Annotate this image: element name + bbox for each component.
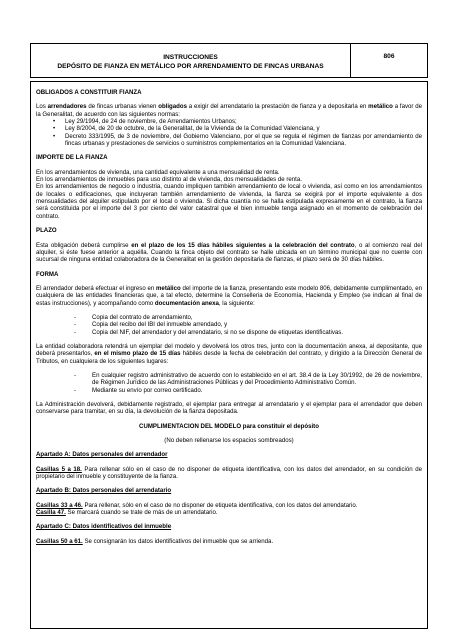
title-line-2: DEPÓSITO DE FIANZA EN METÁLICO POR ARRENDAMIENTO DE FINCAS URBANAS (57, 63, 324, 70)
text-run-bold: arrendadores (47, 103, 87, 111)
section-title-obligados: OBLIGADOS A CONSTITUIR FIANZA (36, 89, 142, 96)
section-title-plazo: PLAZO (36, 227, 57, 235)
apartado-a-title: Apartado A: Datos personales del arrendador (36, 451, 168, 459)
text-run: La entidad colaboradora retendrá un ejemplar del modelo y devolverá los otros tres, junto con la documentación anexa, al depositante, que deberá presentarlos, (36, 342, 422, 358)
apartado-b-text-1 (36, 502, 422, 509)
field-ref: Casillas 33 a 46. (36, 501, 83, 509)
section-title-cumplimentacion: CUMPLIMENTACION DEL MODELO para constituir el depósito (139, 422, 319, 430)
importe-line-2: En los arrendamientos de inmuebles para uso distinto al de vivienda, dos mensualidades de renta. (36, 176, 302, 184)
text-run: del importe de la fianza, presentando este modelo 806, debidamente cumplimentado, en cualquiera de las entidades financieras que, a tal efecto, determine la Conselleria de Economía, Hacienda y Empleo (se indican al final de estas instrucciones), y acompañando como (36, 284, 422, 307)
section-title-forma: FORMA (36, 270, 59, 278)
text-run: Esta obligación deberá cumplirse (36, 241, 132, 249)
submission-place-item: - Mediante su envío por correo certificado. (74, 387, 422, 394)
header-box (30, 43, 428, 78)
annex-doc-item: - Copia del recibo del IBI del inmueble arrendado, y (74, 321, 422, 328)
section-title-importe: IMPORTE DE LA FIANZA (36, 154, 108, 162)
annex-doc-item: - Copia del contrato de arrendamiento, (74, 314, 422, 321)
text-run: , o al comienzo real del alquiler, si éste fuese anterior a aquélla. Cuando la finca objeto del contrato se halle ubicada en un término municipal que no cuente con sucursal de ninguna entidad colaboradora de la Generalitat en la gestión depositaria de fianzas, el plazo será de 30 días hábiles. (36, 241, 422, 264)
document-title (31, 44, 351, 77)
text-run: Para rellenar, sólo en el caso de no disponer de etiqueta identificativa, con los datos del arrendatario. (82, 501, 358, 509)
norm-item: • Ley 8/2004, de 20 de octubre, de la Generalitat, de la Vivienda de la Comunidad Valenciana, y (53, 125, 422, 132)
document-page (30, 43, 428, 629)
text-run-bold: metálico (156, 284, 181, 292)
text-run: hábiles desde la fecha de celebración del contrato, y dirigido a la Dirección General de Tributos, en cualquiera de los siguientes lugares: (36, 350, 423, 365)
annex-docs-list (36, 314, 422, 336)
text-run-bold: en el mismo plazo de 15 días (94, 350, 181, 358)
submission-places-list (36, 372, 422, 394)
text-run: Los (36, 103, 48, 111)
annex-doc-item: - Copia del NIF, del arrendador y del arrendatario, si no se dispone de etiquetas identificativas. (74, 329, 422, 336)
text-run: El arrendador deberá efectuar el ingreso en (36, 284, 157, 292)
apartado-c-text (36, 538, 422, 545)
text-run-bold: documentación anexa (154, 299, 219, 307)
paragraph-forma-3: La Administración devolverá, debidamente registrado, el ejemplar para entregar al arrendatario y el ejemplar para el arrendador que deben conservarse para tramitar, en su día, la devolución de la fianza depositada. (36, 401, 422, 416)
apartado-a-text (36, 466, 422, 481)
apartado-b-text-2 (36, 509, 422, 516)
paragraph-forma-1 (36, 285, 422, 307)
importe-line-3: En los arrendamientos de negocio o industria, cuando impliquen también arrendamiento de local o vivienda, así como en los arrendamientos de locales o edificaciones, que incluyeran también arrendamiento de vivienda, la fianza se exigirá por el importe equivalente a dos mensualidades del alquiler estipulado por el local o vivienda. Si dicha cuantía no se halla estipulada expresamente en el contrato, la fianza será constituida por el importe del 3 por ciento del valor catastral que el bien inmueble tenga asignado en el momento de celebración del contrato. (36, 183, 422, 220)
text-run-bold: en el plazo de los 15 días hábiles siguientes a la celebración del contrato (131, 241, 355, 249)
paragraph-obligados (36, 103, 422, 118)
text-run-bold: metálico (368, 103, 393, 111)
text-run: de fincas urbanas vienen (86, 103, 159, 111)
field-ref: Casillas 5 a 18. (36, 465, 82, 473)
norm-item: • Decreto 333/1995, de 3 de noviembre, del Gobierno Valenciano, por el que se regula el régimen de fianzas por arrendamiento de fincas urbanas y prestaciones de servicios o suministros complementarios en la Comunidad Valenciana. (53, 133, 422, 148)
field-ref: Casillas 50 a 61. (36, 537, 83, 545)
text-run: Se marcará cuando se trate de más de un arrendatario. (65, 509, 218, 517)
apartado-c-title: Apartado C: Datos identificativos del inmueble (36, 523, 172, 531)
norm-item: • Ley 29/1994, de 24 de noviembre, de Arrendamientos Urbanos; (53, 118, 422, 125)
text-run-bold: obligados (158, 103, 187, 111)
text-run: Para rellenar sólo en el caso de no disponer de etiqueta identificativa, con los datos del arrendador, en su condición de propietario del inmueble y constituyente de la fianza. (36, 465, 422, 481)
importe-line-1: En los arrendamientos de vivienda, una cantidad equivalente a una mensualidad de renta. (36, 168, 280, 176)
apartado-b-title: Apartado B: Datos personales del arrendatario (36, 487, 172, 495)
instructions-body (30, 81, 428, 629)
text-run: Se consignarán los datos identificativos del inmueble que se arrienda. (82, 537, 274, 545)
paragraph-plazo (36, 242, 422, 264)
text-run: a exigir del arrendatario la prestación de fianza y a depositarla en (187, 103, 369, 111)
text-run: , la siguiente: (218, 299, 255, 307)
submission-place-item: - En cualquier registro administrativo de acuerdo con lo establecido en el art. 38.4 de la Ley 30/1992, de 26 de noviembre, de Régimen Jurídico de las Administraciones Públicas y del Procedimiento Administrativo Común. (74, 372, 422, 387)
norms-list (36, 118, 422, 147)
shaded-spaces-note: (No deben rellenarse los espacios sombreados) (164, 437, 294, 445)
title-line-1: INSTRUCCIONES (163, 54, 218, 61)
text-run: a favor de la Generalitat, de acuerdo con las siguientes normas: (36, 103, 422, 118)
paragraph-forma-2 (36, 343, 422, 365)
model-number: 806 (383, 53, 395, 60)
field-ref: Casilla 47. (36, 509, 66, 517)
